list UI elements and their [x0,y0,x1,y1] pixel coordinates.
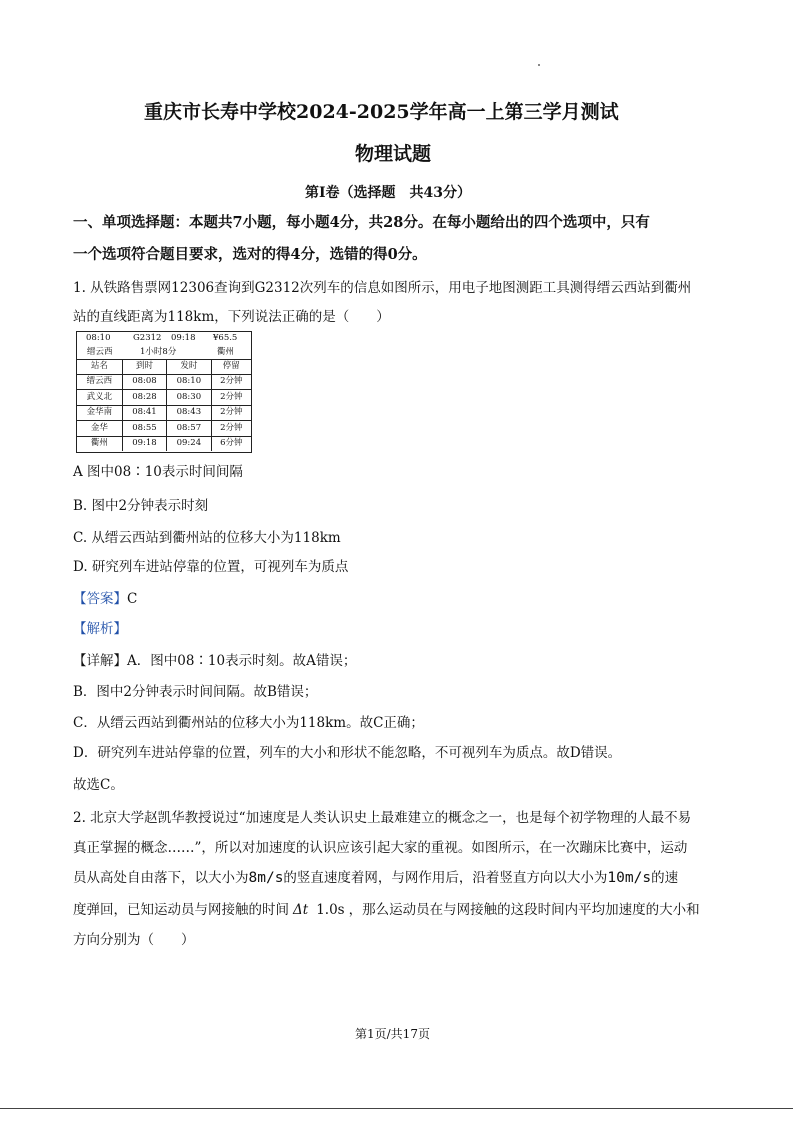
q2-text: 的竖直速度着网，与网作用后，沿着竖直方向以大小为 [283,870,608,886]
depart-cell: 08:57 [167,421,211,437]
timetable-to: 衢州 [217,347,235,357]
column-header: 到时 [122,359,166,374]
depart-cell: 09:24 [167,436,211,451]
station-cell: 金华南 [77,405,122,421]
q1-option-d: D. 研究列车进站停靠的位置，可视列车为质点 [73,559,349,575]
station-cell: 金华 [77,421,122,437]
delta-t-symbol: Δt [293,902,309,918]
bottom-divider [0,1108,793,1109]
answer-value: C [127,591,138,607]
column-header: 站名 [77,359,122,374]
column-header: 停留 [211,359,251,374]
velocity-value-2: 10m/s [607,870,652,886]
depart-cell: 08:10 [167,374,211,390]
table-row [77,405,251,421]
section-heading-line2: 一个选项符合题目要求，选对的得4分，选错的得0分。 [73,246,427,263]
q1-detail-c: C．从缙云西站到衢州站的位移大小为118km。故C正确； [73,715,424,731]
depart-cell: 08:30 [167,390,211,406]
arrive-cell: 08:55 [122,421,166,437]
q2-stem-line3 [73,866,678,886]
q1-stem-line1: 1. 从铁路售票网12306查询到G2312次列车的信息如图所示，用电子地图测距工具测得缙云西站到衢州 [73,280,692,296]
stay-cell: 2分钟 [211,405,251,421]
q2-stem-line2: 真正掌握的概念……”，所以对加速度的认识应该引起大家的重视。如图所示，在一次蹦床比赛中，运动 [73,840,688,856]
table-row [77,390,251,406]
q1-answer [73,587,137,607]
q2-stem-line4 [73,898,700,918]
scan-dot [538,64,540,66]
table-row [77,421,251,437]
q1-stem-line2: 站的直线距离为118km，下列说法正确的是（ ） [73,309,390,325]
detail-a-text: A．图中08∶10表示时刻。故A错误； [127,653,357,669]
stay-cell: 2分钟 [211,421,251,437]
table-row [77,374,251,390]
q2-text: ，那么运动员在与网接触的这段时间内平均加速度的大小和 [348,902,700,918]
stay-cell: 2分钟 [211,374,251,390]
q1-detail-d: D．研究列车进站停靠的位置，列车的大小和形状不能忽略，不可视列车为质点。故D错误。 [73,745,622,761]
table-row [77,436,251,451]
delta-t-value: 1.0s [316,902,345,918]
q1-option-b: B. 图中2分钟表示时刻 [73,498,209,514]
q1-detail-b: B．图中2分钟表示时间间隔。故B错误； [73,684,318,700]
q2-stem-line5: 方向分别为（ ） [73,932,195,948]
detail-label: 【详解】 [73,653,127,669]
page-title: 重庆市长寿中学校2024-2025学年高一上第三学月测试 [144,101,619,123]
arrive-cell: 08:41 [122,405,166,421]
station-cell: 衢州 [77,436,122,451]
train-timetable-figure [76,331,252,453]
q1-conclusion: 故选C。 [73,777,124,793]
q1-detail-a [73,649,356,669]
timetable-duration: 1小时8分 [140,347,177,357]
timetable-arrive-time: 09:18 [171,333,196,343]
page-subtitle: 物理试题 [355,143,432,165]
timetable-price: ¥65.5 [213,333,238,343]
station-cell: 缙云西 [77,374,122,390]
stay-cell: 2分钟 [211,390,251,406]
timetable-depart-time: 08:10 [86,333,111,343]
arrive-cell: 08:28 [122,390,166,406]
column-header: 发时 [167,359,211,374]
timetable-train-number: G2312 [133,333,162,343]
q2-stem-line1: 2. 北京大学赵凯华教授说过“加速度是人类认识史上最难建立的概念之一，也是每个初学物理的人最不易 [73,810,692,826]
timetable-grid [77,359,251,451]
answer-label: 【答案】 [73,591,127,607]
stay-cell: 6分钟 [211,436,251,451]
q1-option-c: C. 从缙云西站到衢州站的位移大小为118km [73,530,341,546]
depart-cell: 08:43 [167,405,211,421]
timetable-header-row [77,359,251,374]
q2-text: 员从高处自由落下，以大小为 [73,870,249,886]
part-heading: 第Ⅰ卷（选择题 共43分） [305,185,472,201]
timetable-header [77,332,251,360]
page-number: 第1页/共17页 [355,1027,430,1041]
analysis-label: 【解析】 [73,621,127,637]
velocity-value-1: 8m/s [248,870,284,886]
arrive-cell: 09:18 [122,436,166,451]
arrive-cell: 08:08 [122,374,166,390]
q1-option-a: A 图中08∶10表示时间间隔 [73,464,243,480]
timetable-from: 缙云西 [87,347,113,357]
station-cell: 武义北 [77,390,122,406]
section-heading-line1: 一、单项选择题：本题共7小题，每小题4分，共28分。在每小题给出的四个选项中，只有 [73,214,650,231]
q2-text: 度弹回，已知运动员与网接触的时间 [73,902,289,918]
q2-text: 的速 [651,870,679,886]
